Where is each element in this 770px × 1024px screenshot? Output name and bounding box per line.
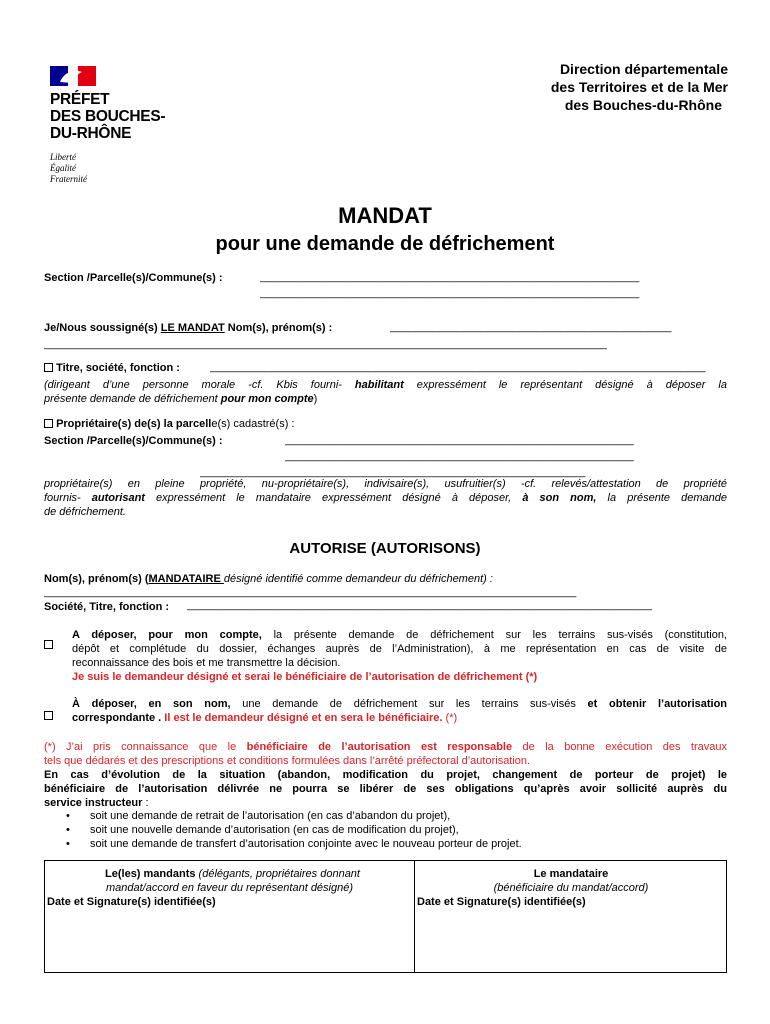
name-line[interactable]: ______________________________________________ (390, 321, 672, 333)
proprietaire-checkbox[interactable] (44, 419, 53, 428)
option1-checkbox[interactable] (44, 640, 53, 649)
titre-note: (dirigeant d’une personne morale -cf. Kbis fourni- habilitant expressément le représentant désigné à déposer la présente demande de défrichement pour mon compte) (44, 379, 727, 405)
societe-line[interactable]: ____________________________________________________________________________ (187, 599, 652, 611)
section-line[interactable]: ______________________________________________________________ (260, 287, 640, 299)
list-item: • soit une nouvelle demande d’autorisation (en cas de modification du projet), (66, 824, 459, 836)
motto-line: Égalité (50, 163, 76, 173)
evolution-list (66, 809, 706, 851)
titre-checkbox[interactable] (44, 363, 53, 372)
mandataire-word: MANDATAIRE (148, 573, 224, 585)
option1-text: A déposer, pour mon compte, la présente demande de défrichement sur les terrains sus-visés (constitution, dépôt et complétude du dossier, échanges auprès de l’Administration), à me représentation en cas de visite de reconnaissance des bois et me transmettre la décision. Je suis le demandeur désigné et serai le bénéficiaire de l’autorisation de défrichement (*) (72, 629, 727, 683)
signature-table (44, 860, 727, 973)
mandants-cell[interactable]: Le(les) mandants (délégants, propriétaires donnant mandat/accord en faveur du représentant désigné) Date et Signature(s) identifiée(s) (47, 868, 360, 908)
option2-text: À déposer, en son nom, une demande de défrichement sur les terrains sus-visés et obtenir l’autorisation correspondante . Il est le demandeur désigné et en sera le bénéficiaire. (*) (72, 698, 728, 724)
option1-checkbox-wrap (44, 639, 53, 651)
header-line: Direction départementale (559, 61, 728, 77)
logo-name-line: DU-RHÔNE (50, 125, 132, 142)
mandat-word: LE MANDAT (160, 322, 225, 334)
list-item: • soit une demande de retrait de l’autorisation (en cas d’abandon du projet), (66, 810, 451, 822)
proprietaire-line[interactable]: _________________________________________________________ (285, 434, 634, 446)
marianne-flag-icon (50, 66, 96, 86)
option1-red: Je suis le demandeur désigné et serai le bénéficiaire de l’autorisation de défrichement (*) (72, 671, 538, 683)
proprietaire-section-label: Section /Parcelle(s)/Commune(s) : (44, 435, 223, 447)
option2-checkbox[interactable] (44, 711, 53, 720)
option2-checkbox-wrap (44, 710, 53, 722)
proprietaire-line[interactable]: _______________________________________________________________ (200, 466, 586, 478)
header-line: des Territoires et de la Mer (550, 79, 728, 95)
section-label: Section /Parcelle(s)/Commune(s) : (44, 272, 223, 284)
autorise-heading: AUTORISE (AUTORISONS) (289, 540, 481, 557)
motto-line: Fraternité (50, 174, 87, 184)
section-line[interactable]: ______________________________________________________________ (260, 271, 640, 283)
list-item: • soit une demande de transfert d’autorisation conjointe avec le nouveau porteur de projet. (66, 838, 522, 850)
proprietaire-row: Propriétaire(s) de(s) la parcelle(s) cadastré(s) : (44, 418, 294, 430)
prefet-logo (50, 66, 180, 190)
evolution-text: En cas d’évolution de la situation (abandon, modification du projet, changement de porteur de projet) le bénéficiaire de l’autorisation délivrée ne pourra se libérer de ses obligations qu’après avoir sollicité auprès du service instructeur : (44, 769, 727, 809)
name-line[interactable]: ____________________________________________________________________________________________ (44, 338, 607, 350)
motto-line: Liberté (50, 152, 76, 162)
proprietaire-note: propriétaire(s) en pleine propriété, nu-propriétaire(s), indivisaire(s), usufruitier(s) -cf. relevés/attestation de propriété fournis- autorisant expressément le mandataire expressément désigné à déposer, à son nom, la présente demande de défrichement. (44, 478, 727, 518)
societe-label: Société, Titre, fonction : (44, 601, 170, 613)
titre-line[interactable]: _________________________________________________________________________________ (210, 361, 706, 373)
mandataire-row: Nom(s), prénom(s) (MANDATAIRE désigné identifié comme demandeur du défrichement) : (44, 573, 493, 585)
star-note: (*) J’ai pris connaissance que le bénéficiaire de l’autorisation est responsable de la bonne exécution des travaux tels que dédarés et des prescriptions et conditions formulées dans l’arrêté préfectoral d’autorisation. (44, 741, 727, 767)
direction-header (470, 60, 728, 114)
logo-name-line: DES BOUCHES- (50, 108, 166, 125)
logo-name-line: PRÉFET (50, 91, 110, 108)
title-block (0, 203, 770, 257)
mandataire-cell[interactable]: Le mandataire (bénéficiaire du mandat/accord) Date et Signature(s) identifiée(s) (417, 868, 649, 908)
soussigne-label: Je/Nous soussigné(s) LE MANDAT Nom(s), prénom(s) : (44, 322, 333, 334)
titre-row: Titre, société, fonction : (44, 362, 180, 374)
mandataire-line[interactable]: _______________________________________________________________________________________ (44, 586, 577, 598)
page-title: MANDAT (338, 203, 432, 228)
header-line: des Bouches-du-Rhône (564, 97, 722, 113)
proprietaire-line[interactable]: _________________________________________________________ (285, 450, 634, 462)
page-subtitle: pour une demande de défrichement (215, 233, 555, 255)
